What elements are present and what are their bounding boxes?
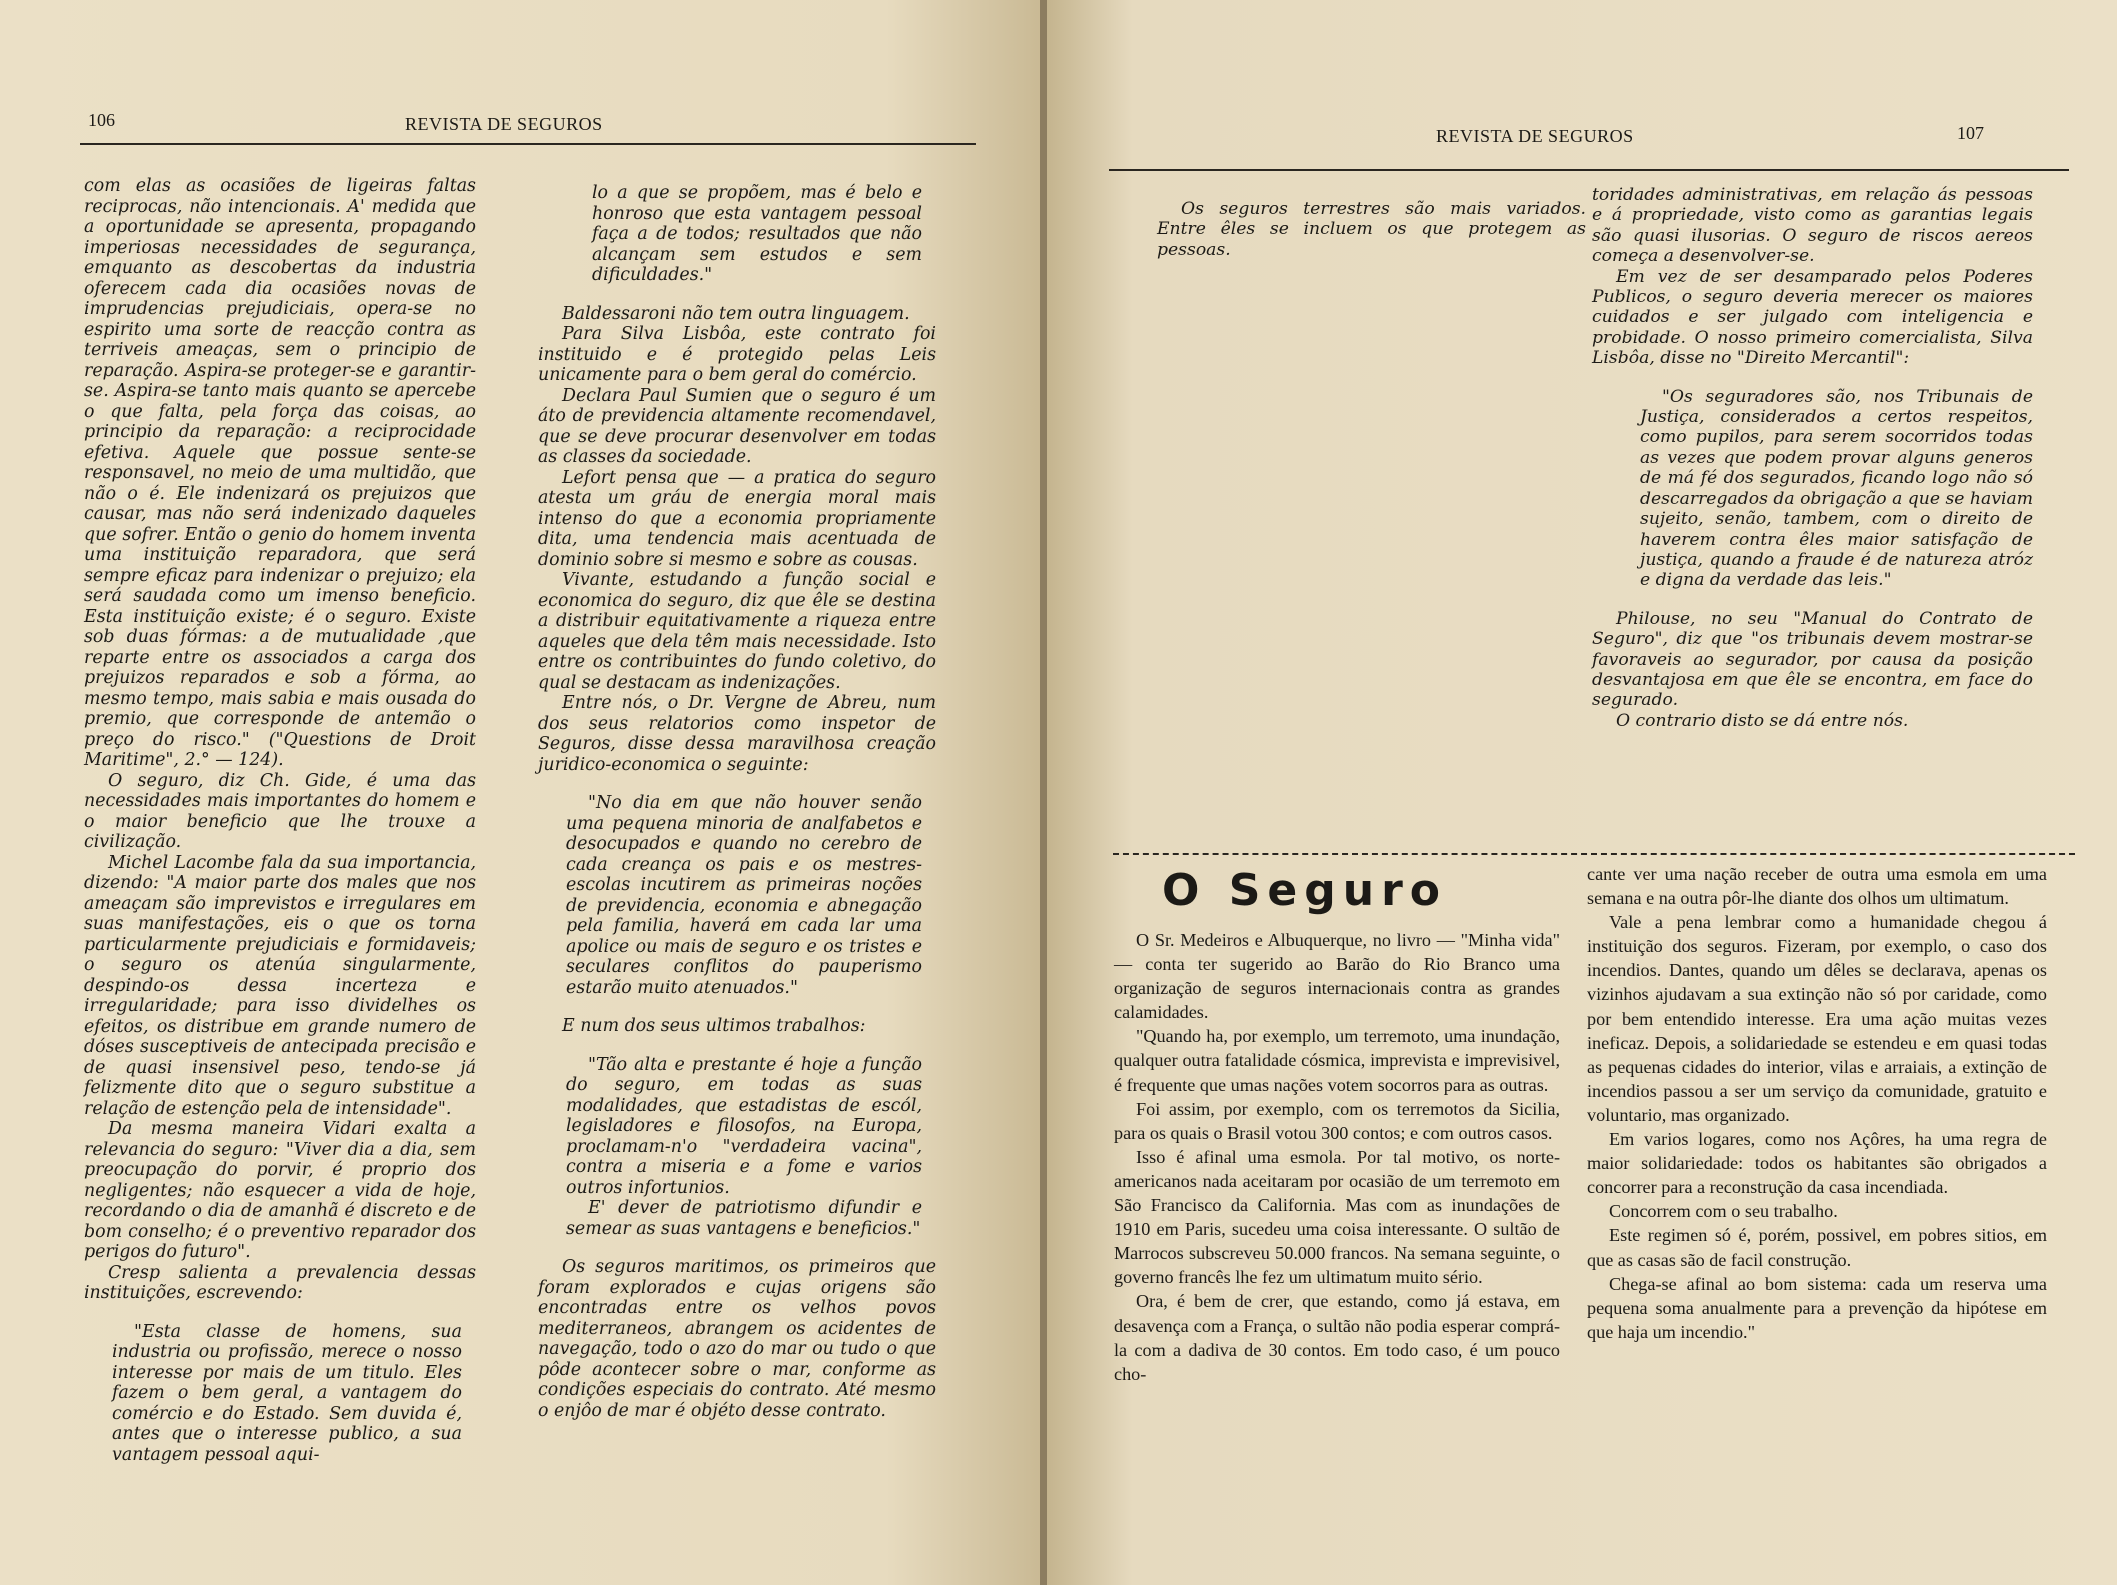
- paragraph-continued: cante ver uma nação receber de outra uma esmola em uma semana e na outra pôr-lhe diante dos olhos um ultimatum.: [1587, 864, 2047, 909]
- paragraph: "Quando ha, por exemplo, um terremoto, uma inundação, qualquer outra fatalidade cósmica, imprevista e imprevisivel, é frequente que umas nações votem socorros para as outras.: [1114, 1026, 1560, 1095]
- quotation: "No dia em que não houver senão uma pequena minoria de analfabetos e desocupados e quando no cerebro de cada creança os pais e os mestres-escolas incutirem as primeiras noções de previdencia, economia e abnegação pela familia, haverá em cada lar uma apolice ou mais de seguro e os tristes e seculares conflitos do pauperismo estarão muito atenuados.": [566, 793, 922, 998]
- article-title: O Seguro: [1162, 865, 1448, 916]
- paragraph: Isso é afinal uma esmola. Por tal motivo, os norte-americanos nada aceitaram por ocasião de um terremoto em São Francisco da California. Mas com as inundações de 1910 em Paris, sucedeu uma coisa interessante. O sultão de Marrocos subscreveu 50.000 francos. Na semana seguinte, o governo francês lhe fez um ultimatum muito sério.: [1114, 1146, 1560, 1288]
- paragraph: Declara Paul Sumien que o seguro é um áto de previdencia altamente recomendavel, que se deve procurar desenvolver em todas as classes da sociedade.: [538, 385, 936, 467]
- paragraph: Chega-se afinal ao bom sistema: cada um reserva uma pequena soma anualmente para a prevenção da hipótese em que haja um incendio.": [1587, 1273, 2047, 1342]
- quotation: "Os seguradores são, nos Tribunais de Justiça, considerados a certos respeitos, como pupilos, para serem socorridos todas as vezes que podem provar alguns generos de má fé dos segurados, ficando logo não só descarregados da obrigação a que se haviam sujeito, senão, tambem, com o direito de haverem contra êles maior satisfação de justiça, quando a fraude é de natureza atróz e digna da verdade das leis.": [1640, 386, 2034, 591]
- paragraph: E num dos seus ultimos trabalhos:: [562, 1016, 866, 1036]
- header-rule-left: [80, 143, 976, 145]
- article-column-1: [1114, 928, 1560, 1386]
- paragraph: Entre nós, o Dr. Vergne de Abreu, num dos seus relatorios como inspetor de Seguros, disse dessa maravilhosa creação juridico-economica o seguinte:: [538, 693, 936, 775]
- paragraph: Da mesma maneira Vidari exalta a relevancia do seguro: "Viver dia a dia, sem preocupação do porvir, é proprio dos negligentes; não esquecer a vida de hoje, recordando o dia de amanhã é discreto e de bom conselho; é o preventivo reparador dos perigos do futuro".: [84, 1119, 476, 1262]
- paragraph: Vivante, estudando a função social e economica do seguro, diz que êle se destina a distribuir equitativamente a riqueza entre aqueles que dela têm mais necessidade. Isto entre os contribuintes do fundo coletivo, do qual se destacam as indenizações.: [538, 570, 936, 693]
- quotation: "Tão alta e prestante é hoje a função do seguro, em todas as suas modalidades, que estadistas de escól, legisladores e filosofos, na Europa, proclamam-n'o "verdadeira vacina", contra a miseria e a fome e varios outros infortunios.: [566, 1054, 922, 1198]
- paragraph: Concorrem com o seu trabalho.: [1609, 1201, 1838, 1222]
- paragraph-continued: toridades administrativas, em relação ás pessoas e á propriedade, visto como as garantias legais são quasi ilusorias. O seguro de riscos aereos começa a desenvolver-se.: [1592, 185, 2033, 267]
- paragraph: Para Silva Lisbôa, este contrato foi instituido e é protegido pelas Leis unicamente para o bem geral do comércio.: [538, 324, 936, 385]
- paragraph: Ora, é bem de crer, que estando, como já estava, em desavença com a França, o sultão não podia esperar comprá-la com a dadiva de 30 contos. Em todo caso, é um pouco cho-: [1114, 1291, 1560, 1384]
- paragraph: Philouse, no seu "Manual do Contrato de Seguro", diz que "os tribunais devem mostrar-se favoraveis ao segurador, por causa da posição desvantajosa em que êle se encontra, em face do segurado.: [1592, 608, 2033, 711]
- header-rule-right: [1109, 169, 2069, 171]
- paragraph: Baldessaroni não tem outra linguagem.: [562, 303, 910, 324]
- section-divider: [1113, 853, 2075, 855]
- quotation: E' dever de patriotismo difundir e semear as suas vantagens e beneficios.": [566, 1198, 922, 1239]
- right-page-column-1: [1157, 199, 1586, 260]
- right-page-column-2: [1592, 185, 2033, 731]
- paragraph: Os seguros terrestres são mais variados. Entre êles se incluem os que protegem as pessoas.: [1157, 199, 1586, 260]
- quotation-continued: lo a que se propõem, mas é belo e honroso que esta vantagem pessoal faça a de todos; resultados que não alcançam sem estudos e sem dificuldades.": [592, 183, 922, 285]
- paragraph: Vale a pena lembrar como a humanidade chegou á instituição dos seguros. Fizeram, por exemplo, o caso dos incendios. Dantes, quando um dêles se declarava, apenas os vizinhos ajudavam a sua extinção não só por caridade, como por bem entendido interesse. Era uma ação muitas vezes ineficaz. Depois, a solidariedade se estendeu e em quasi todas as pequenas cidades do interior, vilas e arraiais, a extinção de incendios passou a ser um serviço da comunidade, gratuito e voluntario, mas organizado.: [1587, 912, 2047, 1125]
- quotation: "Esta classe de homens, sua industria ou profissão, merece o nosso interesse por mais de um titulo. Eles fazem o bem geral, a vantagem do comércio e do Estado. Sem duvida é, antes que o interesse publico, a sua vantagem pessoal aqui-: [112, 1321, 462, 1465]
- paragraph: com elas as ocasiões de ligeiras faltas reciprocas, não intencionais. A' medida que a oportunidade se apresenta, propagando imperiosas necessidades de segurança, emquanto as descobertas da industria oferecem cada dia ocasiões novas de imprudencias prejudiciais, opera-se no espirito uma sorte de reacção contra as terriveis ameaças, sem o principio de reparação. Aspira-se proteger-se e garantir-se. Aspira-se tanto mais quanto se apercebe o que falta, pela força das coisas, ao principio da reparação: a reciprocidade efetiva. Aquele que possue sente-se responsavel, no meio de uma multidão, que não o é. Ele indenizará os prejuizos que causar, mas não será indenizado daqueles que sofrer. Então o genio do homem inventa uma instituição reparadora, que será sempre eficaz para indenizar o prejuizo; ela será saudada como um imenso beneficio. Esta instituição existe; é o seguro. Existe sob duas fórmas: a de mutualidade ,que reparte entre os associados a carga dos prejuizos reparados e sob a fórma, ao mesmo tempo, mais sabia e mais ousada do premio, que corresponde de antemão o preço do risco." ("Questions de Droit Maritime", 2.° — 124).: [84, 176, 476, 770]
- left-page-column-1: [84, 176, 476, 1465]
- paragraph: Cresp salienta a prevalencia dessas instituições, escrevendo:: [84, 1262, 476, 1303]
- paragraph: O Sr. Medeiros e Albuquerque, no livro — "Minha vida" — conta ter sugerido ao Barão do Rio Branco uma organização de seguros internacionais contra as grandes calamidades.: [1114, 930, 1560, 1023]
- paragraph: Em varios logares, como nos Açôres, ha uma regra de maior solidariedade: todos os habitantes são obrigados a concorrer para a reconstrução da casa incendiada.: [1587, 1129, 2047, 1198]
- paragraph: Michel Lacombe fala da sua importancia, dizendo: "A maior parte dos males que nos ameaçam são imprevistos e irregulares em suas manifestações, eis o que os torna particularmente prejudiciais e formidaveis; o seguro os atenúa singularmente, despindo-os dessa incerteza e irregularidade; para isso dividelhes os efeitos, os distribue em grande numero de dóses susceptiveis de antecipada precisão e de quasi insensivel peso, tendo-se já felizmente dito que o seguro substitue a relação de estenção pela de intensidade".: [84, 852, 476, 1119]
- article-column-2: [1587, 862, 2047, 1344]
- paragraph: O contrario disto se dá entre nós.: [1616, 710, 1909, 731]
- left-page-column-2: [538, 183, 936, 1421]
- page-number-right: 107: [1957, 123, 1984, 143]
- running-header-right: REVISTA DE SEGUROS: [1436, 126, 1634, 146]
- paragraph: O seguro, diz Ch. Gide, é uma das necessidades mais importantes do homem e o maior beneficio que lhe trouxe a civilização.: [84, 770, 476, 852]
- paragraph: Em vez de ser desamparado pelos Poderes Publicos, o seguro deveria merecer os maiores cuidados e ser julgado com inteligencia e probidade. O nosso primeiro comercialista, Silva Lisbôa, disse no "Direito Mercantil":: [1592, 266, 2033, 369]
- paragraph: Os seguros maritimos, os primeiros que foram explorados e cujas origens são encontradas entre os velhos povos mediterraneos, abrangem os acidentes de navegação, todo o azo do mar ou tudo o que pôde acontecer sobre o mar, conforme as condições especiais do contrato. Até mesmo o enjôo de mar é objéto desse contrato.: [538, 1257, 936, 1421]
- left-page: [0, 0, 1043, 1585]
- paragraph: Foi assim, por exemplo, com os terremotos da Sicilia, para os quais o Brasil votou 300 contos; e com outros casos.: [1114, 1098, 1560, 1143]
- paragraph: Este regimen só é, porém, possivel, em pobres sitios, em que as casas são de facil construção.: [1587, 1225, 2047, 1270]
- paragraph: Lefort pensa que — a pratica do seguro atesta um gráu de energia moral mais intenso do que a economia propriamente dita, uma tendencia mais acentuada de dominio sobre si mesmo e sobre as cousas.: [538, 467, 936, 570]
- page-number-left: 106: [88, 110, 115, 130]
- running-header-left: REVISTA DE SEGUROS: [405, 114, 603, 134]
